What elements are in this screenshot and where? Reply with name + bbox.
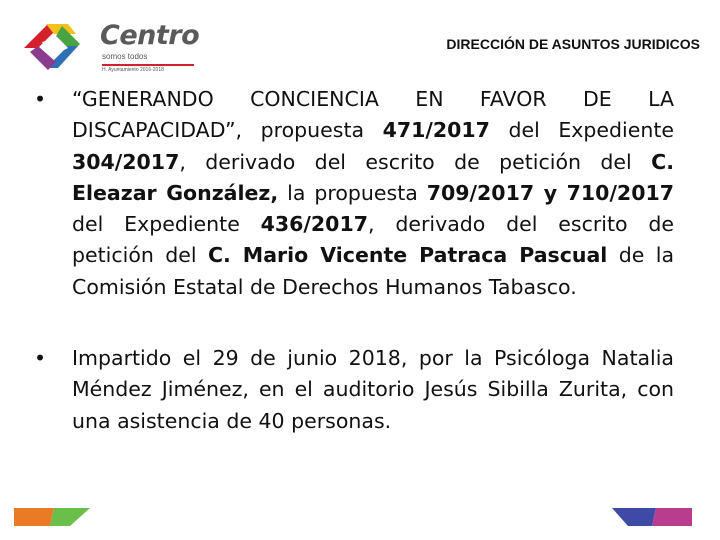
- logo-name: Centro: [100, 20, 200, 51]
- centro-logo: [18, 16, 208, 78]
- bullet-1-part-10: 436/2017: [260, 212, 368, 237]
- bullet-1-part-6: C. Eleazar González,: [72, 149, 674, 205]
- bullet-1-part-9: del Expediente: [72, 212, 261, 237]
- footer-right-stripe-icon: [612, 506, 692, 528]
- bullet-item-1: [34, 84, 674, 303]
- logo-subtext: H. Ayuntamiento 2016-2018: [102, 67, 164, 73]
- bullet-icon: •: [34, 346, 47, 371]
- bullet-1-text: [72, 87, 674, 299]
- bullet-1-part-2: 471/2017: [382, 118, 490, 143]
- bullet-list: [34, 84, 674, 437]
- bullet-item-2: [34, 343, 674, 437]
- bullet-1-part-5: , derivado del escrito de petición del: [179, 149, 652, 174]
- bullet-1-part-13: de la Comisión Estatal de Derechos Humanos Tabasco.: [72, 243, 675, 299]
- logo-tagline: somos todos: [102, 52, 148, 61]
- bullet-1-part-0: “GENERANDO CONCIENCIA EN FAVOR DE LA DISCAPACIDAD”,: [72, 87, 674, 143]
- centro-logo-mark-icon: [18, 16, 98, 78]
- header-title: DIRECCIÓN DE ASUNTOS JURIDICOS: [446, 36, 700, 52]
- bullet-1-part-7: la propuesta: [278, 180, 427, 205]
- logo-divider: [102, 64, 194, 66]
- bullet-1-part-12: C. Mario Vicente Patraca Pascual: [207, 243, 608, 268]
- bullet-1-part-3: del Expediente: [489, 118, 675, 143]
- footer-left-stripe-icon: [14, 506, 94, 528]
- bullet-1-part-11: , derivado del escrito de petición del: [72, 212, 674, 268]
- bullet-2-text: Impartido el 29 de junio 2018, por la Psicóloga Natalia Méndez Jiménez, en el auditorio Jesús Sibilla Zurita, con una asistencia de 40 personas.: [72, 346, 674, 433]
- bullet-1-part-1: propuesta: [242, 118, 383, 143]
- bullet-1-part-8: 709/2017 y 710/2017: [426, 180, 674, 205]
- bullet-icon: •: [34, 87, 47, 111]
- bullet-1-part-4: 304/2017: [72, 149, 180, 174]
